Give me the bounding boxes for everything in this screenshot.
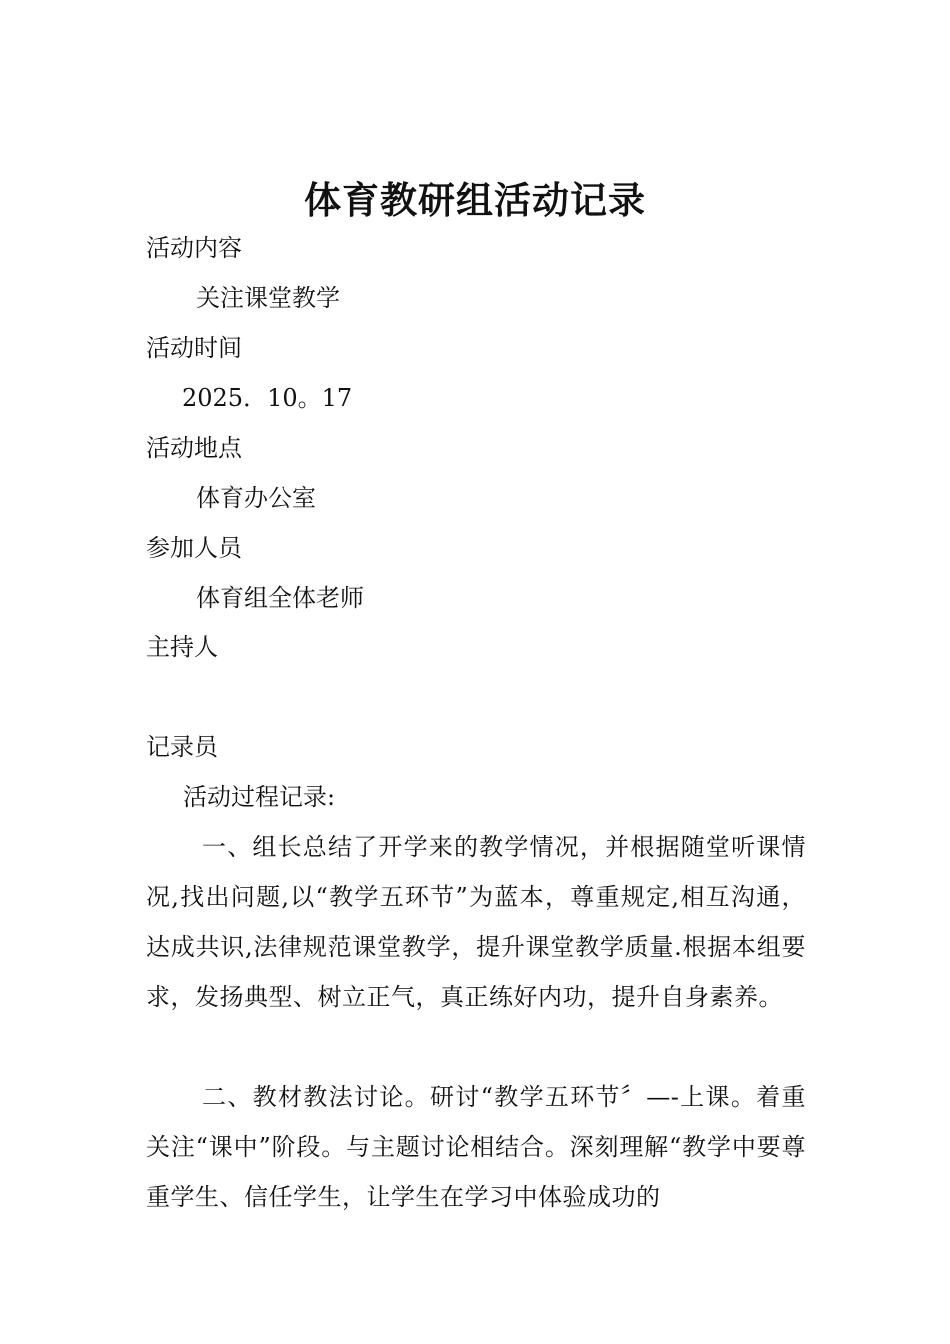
- place-label: 活动地点: [146, 434, 242, 462]
- host-label: 主持人: [146, 633, 218, 661]
- time-value: 2025．10。17: [182, 384, 353, 412]
- time-label: 活动时间: [146, 334, 242, 362]
- content-label: 活动内容: [146, 234, 242, 262]
- content-value: 关注课堂教学: [196, 284, 340, 312]
- place-value: 体育办公室: [196, 484, 316, 512]
- recorder-label: 记录员: [146, 733, 218, 761]
- document-title: 体育教研组活动记录: [304, 179, 646, 222]
- process-paragraph-1: 一、组长总结了开学来的教学情况，并根据随堂听课情况,找出问题,以“教学五环节”为蓝本，尊重规定,相互沟通，达成共识,法律规范课堂教学，提升课堂教学质量.根据本组要求，发扬典型、树立正气，真正练好内功，提升自身素养。: [146, 833, 806, 1011]
- participants-value: 体育组全体老师: [196, 584, 364, 612]
- participants-label: 参加人员: [146, 534, 242, 562]
- process-label: 活动过程记录:: [183, 783, 336, 811]
- process-paragraph-2: 二、教材教法讨论。研讨“教学五环节〞—-上课。着重关注“课中”阶段。与主题讨论相结合。深刻理解“教学中要尊重学生、信任学生，让学生在学习中体验成功的: [146, 1083, 806, 1211]
